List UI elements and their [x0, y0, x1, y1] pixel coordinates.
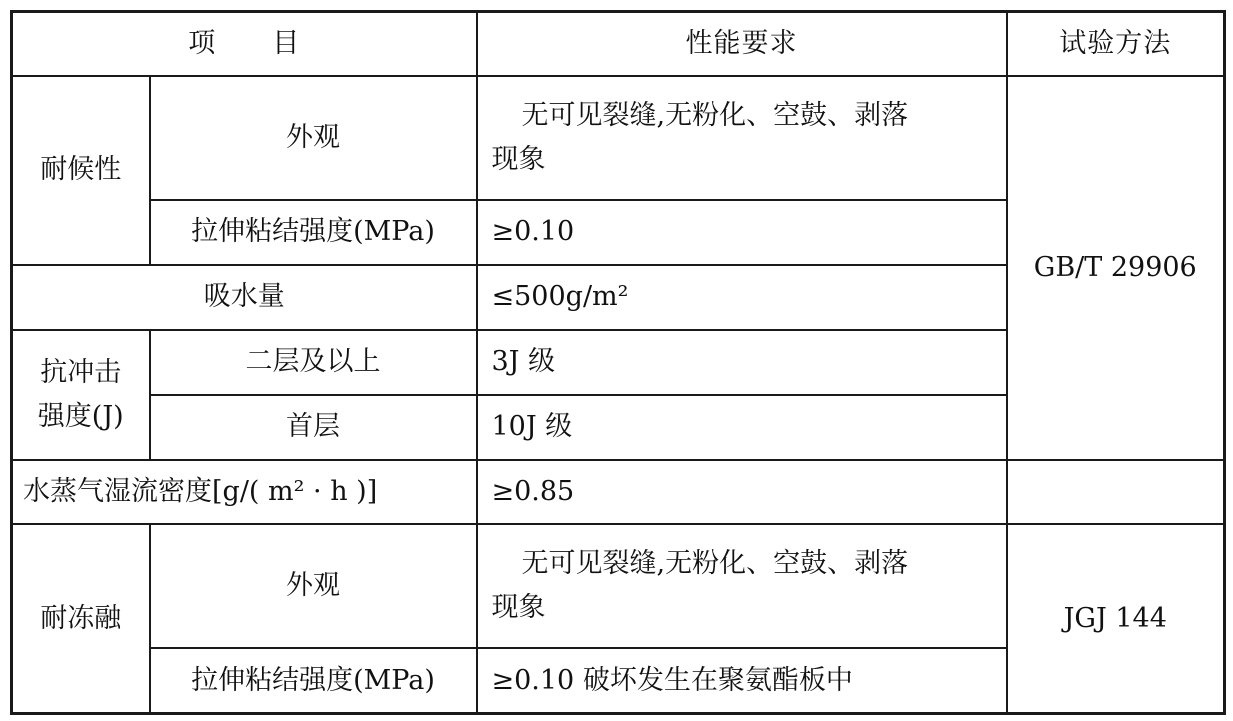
weathering-appearance-req-line2: 现象 [491, 143, 546, 175]
water-absorption-requirement: ≤500g/m² [477, 265, 1007, 330]
weathering-group-label: 耐候性 [12, 76, 150, 265]
freeze-thaw-appearance-label: 外观 [150, 524, 477, 648]
test-method-jgj: JGJ 144 [1007, 524, 1225, 714]
vapor-flux-label: 水蒸气湿流密度[g/( m² · h )] [12, 460, 477, 524]
impact-ground-floor-label: 首层 [150, 395, 477, 460]
freeze-thaw-appearance-req-line1: 无可见裂缝,无粉化、空鼓、剥落 [521, 548, 909, 580]
test-method-gb: GB/T 29906 [1007, 76, 1225, 460]
impact-group-line2: 强度(J) [37, 400, 124, 432]
header-item: 项 目 [12, 12, 477, 76]
freeze-thaw-appearance-requirement [477, 524, 1007, 648]
impact-ground-floor-requirement: 10J 级 [477, 395, 1007, 460]
freeze-thaw-tensile-requirement: ≥0.10 破坏发生在聚氨酯板中 [477, 648, 1007, 714]
impact-upper-floors-label: 二层及以上 [150, 330, 477, 395]
weathering-appearance-row [12, 76, 1225, 200]
weathering-appearance-label: 外观 [150, 76, 477, 200]
weathering-appearance-requirement [477, 76, 1007, 200]
impact-group-label [12, 330, 150, 460]
impact-group-line1: 抗冲击 [40, 357, 122, 389]
vapor-flux-requirement: ≥0.85 [477, 460, 1007, 524]
water-absorption-label: 吸水量 [12, 265, 477, 330]
weathering-appearance-req-line1: 无可见裂缝,无粉化、空鼓、剥落 [521, 100, 909, 132]
freeze-thaw-appearance-req-line2: 现象 [491, 591, 546, 623]
freeze-thaw-group-label: 耐冻融 [12, 524, 150, 714]
weathering-tensile-label: 拉伸粘结强度(MPa) [150, 200, 477, 265]
vapor-row [12, 460, 1225, 524]
weathering-tensile-requirement: ≥0.10 [477, 200, 1007, 265]
header-row [12, 12, 1225, 76]
freeze-thaw-tensile-label: 拉伸粘结强度(MPa) [150, 648, 477, 714]
performance-spec-table [10, 10, 1226, 715]
header-test-method: 试验方法 [1007, 12, 1225, 76]
freeze-thaw-appearance-row [12, 524, 1225, 648]
impact-upper-floors-requirement: 3J 级 [477, 330, 1007, 395]
header-requirement: 性能要求 [477, 12, 1007, 76]
